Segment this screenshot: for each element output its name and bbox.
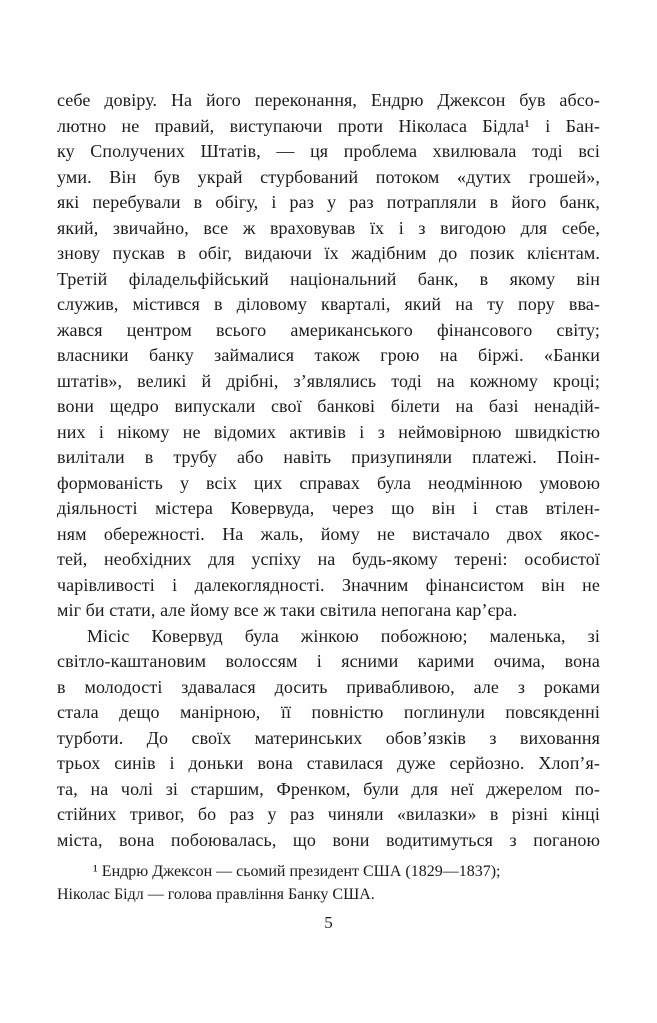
- text-line: та, на чолі зі старшим, Френком, були для неї джерелом по-: [57, 778, 600, 799]
- text-line: лютно не правий, виступаючи проти Ніколаса Бідла¹ і Бан-: [57, 115, 600, 136]
- text-line: уми. Він був украй стурбований потоком «дутих грошей»,: [57, 166, 600, 187]
- text-line: турботи. До своїх материнських обов’язків з виховання: [57, 727, 600, 748]
- text-line: ням обережності. На жаль, йому не вистачало двох якос-: [57, 523, 600, 544]
- text-line: вони щедро випускали свої банкові білети на базі ненадій-: [57, 396, 600, 416]
- paragraph: [57, 88, 600, 624]
- text-line: служив, містився в діловому кварталі, який на ту пору вва-: [57, 294, 600, 314]
- text-line: чарівливості і далекоглядності. Значним фінансистом він не: [57, 574, 600, 595]
- text-line: стійних тривог, бо раз у раз чиняли «вилазки» в різні кінці: [57, 804, 600, 824]
- text-line: них і нікому не відомих активів і з неймовірною швидкістю: [57, 421, 600, 442]
- text-line: які перебували в обігу, і раз у раз потрапляли в його банк,: [57, 192, 600, 212]
- text-line: штатів», великі й дрібні, з’являлись тоді на кожному кроці;: [57, 370, 600, 391]
- text-line: ку Сполучених Штатів, — ця проблема хвилювала тоді всі: [57, 141, 600, 161]
- text-line: міста, вона побоювалась, що вони водитимуться з поганою: [57, 829, 600, 850]
- text-line: міг би стати, але йому все ж таки світила непогана кар’єра.: [57, 600, 518, 620]
- text-line: вилітали в трубу або навіть призупиняли платежі. Поін-: [57, 447, 600, 467]
- paragraph: [57, 624, 600, 854]
- text-line: в молодості здавалася досить привабливою, але з роками: [57, 676, 600, 697]
- text-line: себе довіру. На його переконання, Ендрю Джексон був абсо-: [57, 90, 600, 110]
- footnote-line: Ніколас Бідл — голова правління Банку США.: [57, 886, 375, 903]
- text-line: тей, необхідних для успіху на будь-якому терені: особистої: [57, 549, 600, 569]
- text-line: стала дещо манірною, її повністю поглинули повсякденні: [57, 702, 600, 722]
- page-number: 5: [324, 913, 333, 932]
- text-line: трьох синів і доньки вона ставилася дуже серйозно. Хлоп’я-: [57, 753, 600, 773]
- text-line: який, звичайно, все ж враховував їх і з вигодою для себе,: [57, 217, 600, 238]
- text-line: формованість у всіх цих справах була неодмінною умовою: [57, 472, 600, 493]
- text-block: [57, 88, 600, 853]
- text-line: діяльності містера Ковервуда, через що він і став втілен-: [57, 498, 600, 518]
- text-line: Місіс Ковервуд була жінкою побожною; маленька, зі: [87, 625, 600, 646]
- text-line: власники банку займалися також грою на біржі. «Банки: [57, 345, 600, 365]
- footnote: [57, 860, 600, 906]
- text-line: жався центром всього американського фінансового світу;: [57, 319, 600, 340]
- text-line: світло-каштановим волоссям і ясними карими очима, вона: [57, 651, 600, 671]
- text-line: знову пускав в обіг, видаючи їх жадібним до позик клієнтам.: [57, 243, 600, 263]
- footnote-line: ¹ Ендрю Джексон — сьомий президент США (1829—1837);: [93, 863, 501, 880]
- text-line: Третій філадельфійський національний банк, в якому він: [57, 268, 600, 289]
